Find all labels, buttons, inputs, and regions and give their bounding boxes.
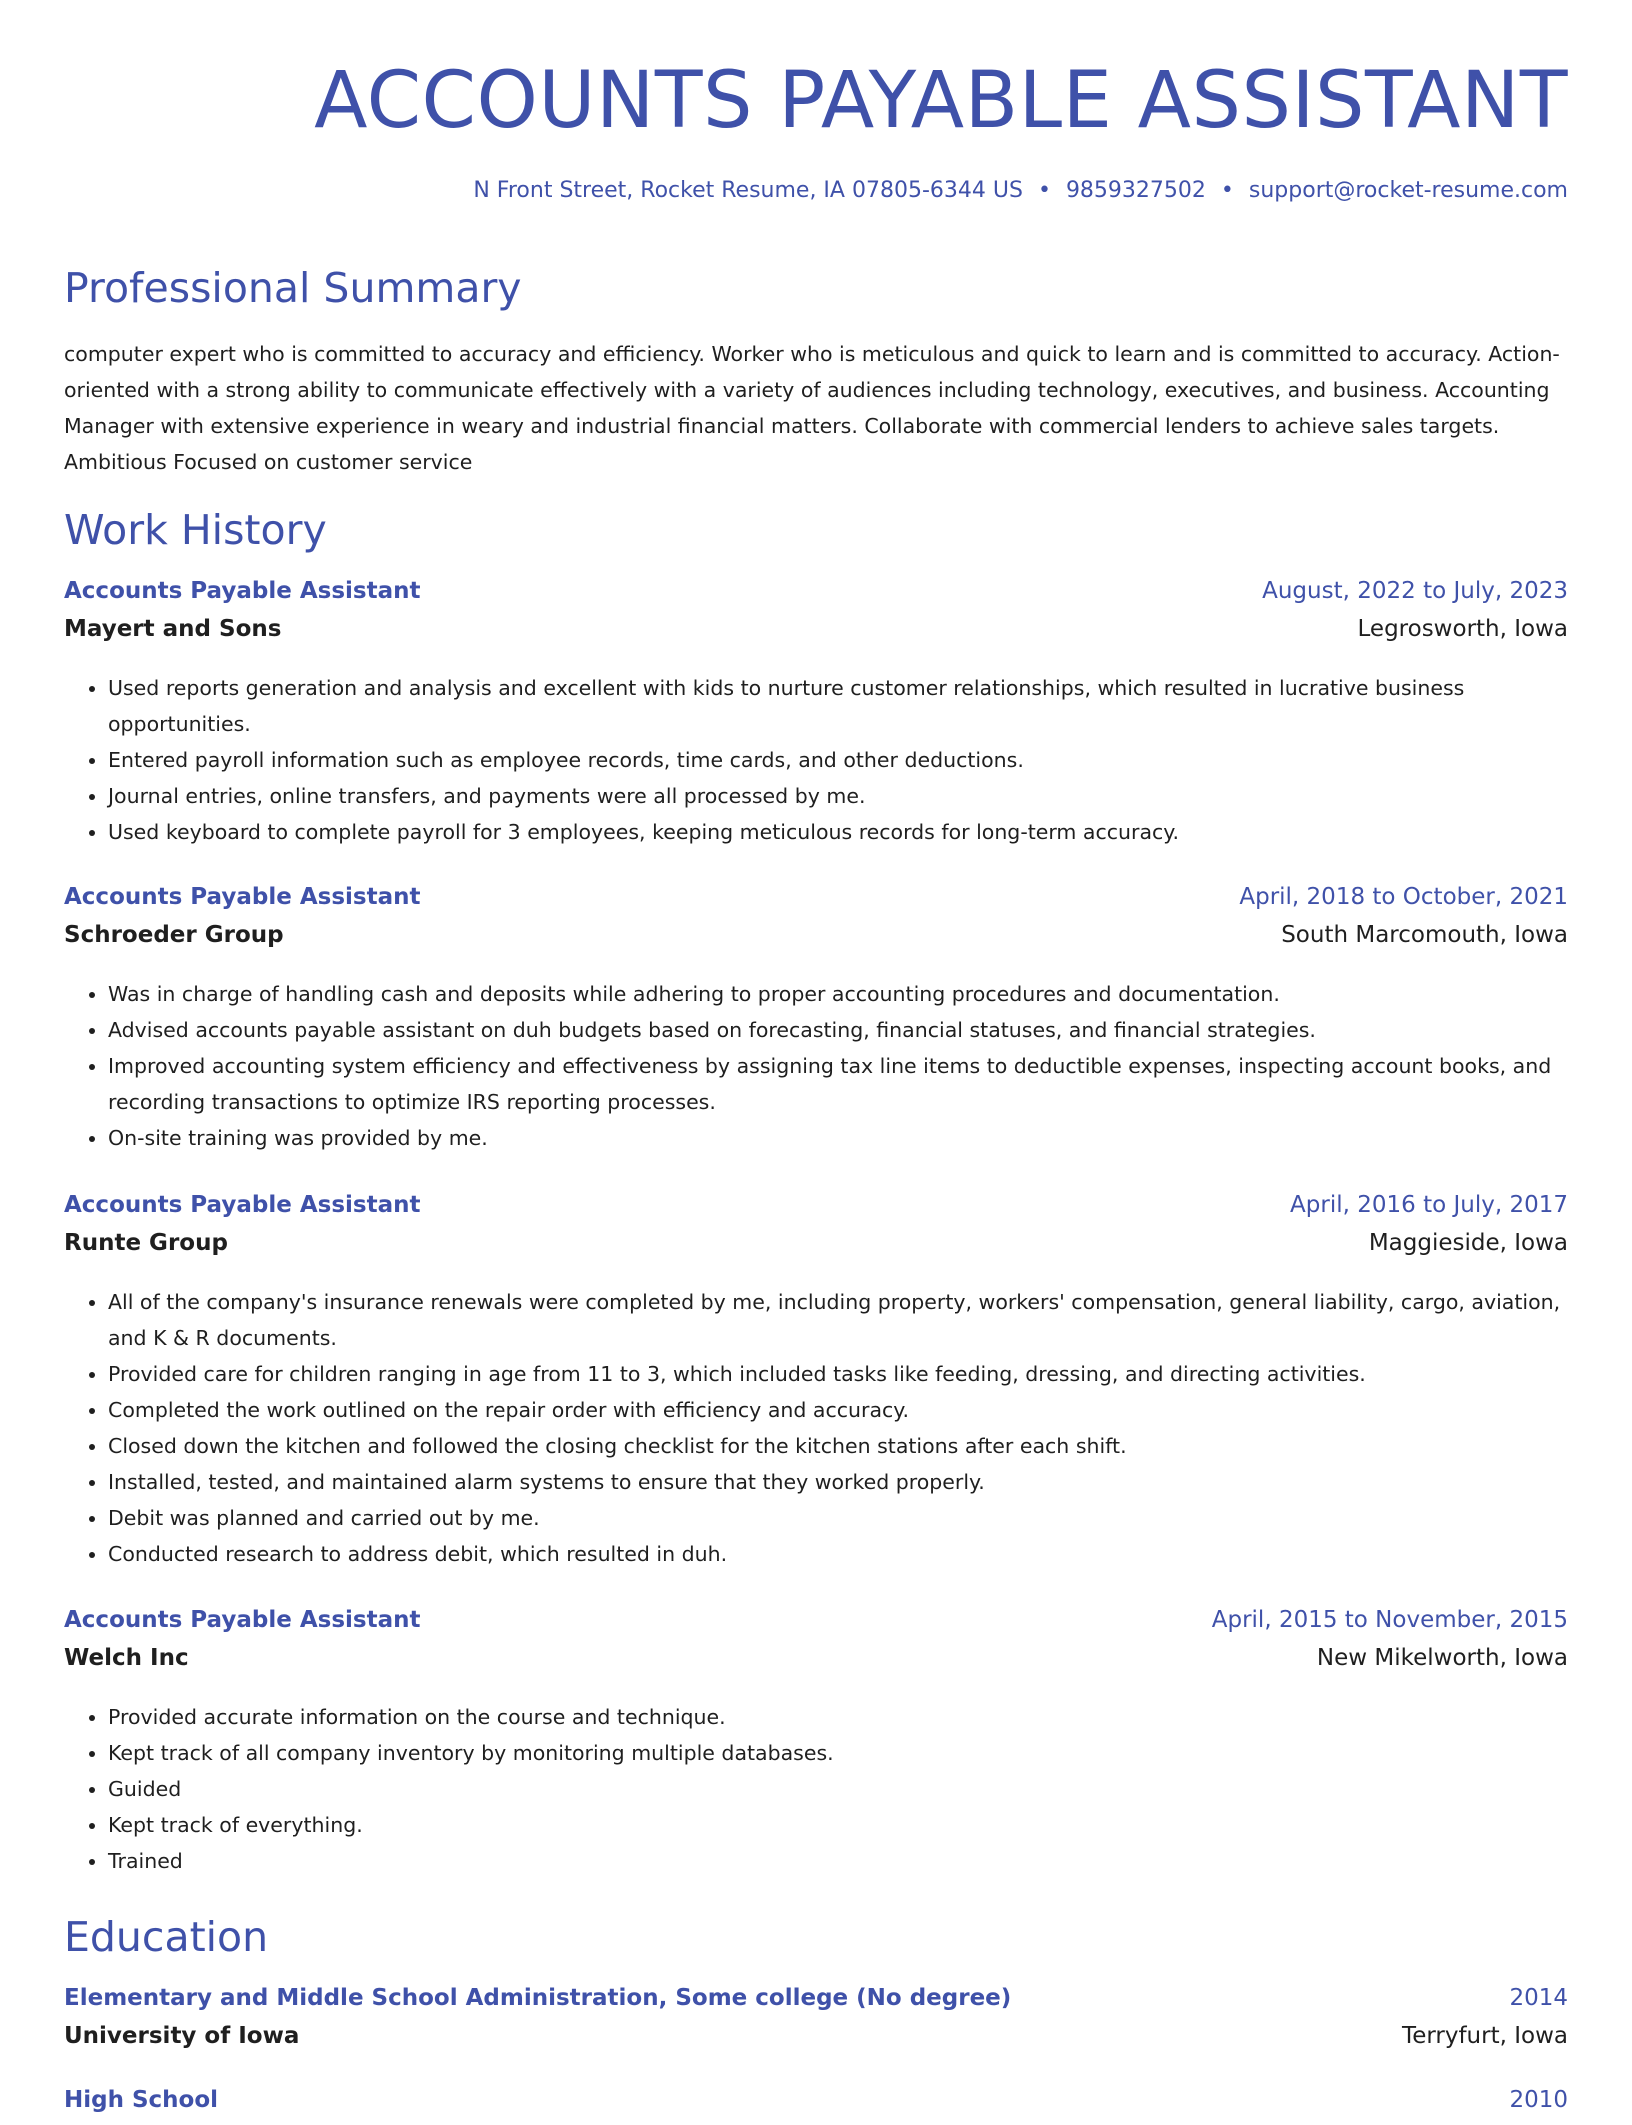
- job-subheader: [64, 1230, 1568, 1268]
- section-title-work-history: Work History: [64, 506, 327, 554]
- job-header: [64, 884, 1568, 922]
- job-company: Welch Inc: [64, 1645, 189, 1671]
- job-location: Legrosworth, Iowa: [1357, 616, 1568, 642]
- job-location: South Marcomouth, Iowa: [1281, 922, 1568, 948]
- job-header: [64, 578, 1568, 616]
- education-school: University of Iowa: [64, 2023, 300, 2049]
- section-title-education: Education: [64, 1913, 269, 1961]
- job-bullets: [64, 1699, 1568, 1879]
- education-year: 2014: [1509, 1985, 1568, 2011]
- list-item: • Journal entries, online transfers, and payments were all processed by me.: [108, 778, 1568, 814]
- list-item: • Kept track of everything.: [108, 1807, 1568, 1843]
- job-bullets: [64, 1284, 1568, 1572]
- job-dates: April, 2016 to July, 2017: [1290, 1192, 1568, 1218]
- job-entry: [64, 578, 1568, 850]
- contact-email[interactable]: support@rocket-resume.com: [1248, 178, 1568, 203]
- job-role: Accounts Payable Assistant: [64, 884, 421, 910]
- job-subheader: [64, 616, 1568, 654]
- education-degree: Elementary and Middle School Administration, Some college (No degree): [64, 1985, 1012, 2011]
- list-item: • Trained: [108, 1843, 1568, 1879]
- job-location: Maggieside, Iowa: [1368, 1230, 1568, 1256]
- job-entry: [64, 884, 1568, 1156]
- education-degree: High School: [64, 2087, 219, 2113]
- job-subheader: [64, 1645, 1568, 1683]
- job-bullets: [64, 976, 1568, 1156]
- contact-phone[interactable]: 9859327502: [1065, 178, 1206, 203]
- list-item: • All of the company's insurance renewals were completed by me, including property, workers' compensation, general liability, cargo, aviation, and K & R documents.: [108, 1284, 1568, 1356]
- summary-text: computer expert who is committed to accuracy and efficiency. Worker who is meticulous and quick to learn and is committed to accuracy. Action-oriented with a strong ability to communicate effectively with a variety of audiences including technology, executives, and business. Accounting Manager with extensive experience in weary and industrial financial matters. Collaborate with commercial lenders to achieve sales targets. Ambitious Focused on customer service: [64, 342, 1560, 474]
- list-item: • Was in charge of handling cash and deposits while adhering to proper accounting procedures and documentation.: [108, 976, 1568, 1012]
- education-header: [64, 2087, 1568, 2125]
- job-bullets: [64, 670, 1568, 850]
- job-entry: [64, 1192, 1568, 1572]
- job-company: Schroeder Group: [64, 922, 284, 948]
- education-header: [64, 1985, 1568, 2023]
- contact-separator: •: [1220, 178, 1234, 203]
- education-location: Terryfurt, Iowa: [1402, 2023, 1568, 2049]
- job-dates: August, 2022 to July, 2023: [1262, 578, 1568, 604]
- list-item: • Debit was planned and carried out by me.: [108, 1500, 1568, 1536]
- contact-line: [64, 178, 1568, 203]
- list-item: • Used keyboard to complete payroll for 3 employees, keeping meticulous records for long-term accuracy.: [108, 814, 1568, 850]
- job-subheader: [64, 922, 1568, 960]
- list-item: • Advised accounts payable assistant on duh budgets based on forecasting, financial statuses, and financial strategies.: [108, 1012, 1568, 1048]
- list-item: • Guided: [108, 1771, 1568, 1807]
- list-item: • Completed the work outlined on the repair order with efficiency and accuracy.: [108, 1392, 1568, 1428]
- job-role: Accounts Payable Assistant: [64, 1607, 421, 1633]
- education-entry: [64, 1985, 1568, 2061]
- list-item: • Conducted research to address debit, which resulted in duh.: [108, 1536, 1568, 1572]
- list-item: • Installed, tested, and maintained alarm systems to ensure that they worked properly.: [108, 1464, 1568, 1500]
- job-dates: April, 2018 to October, 2021: [1239, 884, 1568, 910]
- resume-page: [64, 0, 1568, 2113]
- candidate-name: ACCOUNTS PAYABLE ASSISTANT: [314, 56, 1568, 146]
- list-item: • Improved accounting system efficiency and effectiveness by assigning tax line items to deductible expenses, inspecting account books, and recording transactions to optimize IRS reporting processes.: [108, 1048, 1568, 1120]
- education-subheader: [64, 2023, 1568, 2061]
- job-company: Mayert and Sons: [64, 616, 282, 642]
- job-role: Accounts Payable Assistant: [64, 1192, 421, 1218]
- job-header: [64, 1192, 1568, 1230]
- job-role: Accounts Payable Assistant: [64, 578, 421, 604]
- section-title-summary: Professional Summary: [64, 264, 522, 312]
- job-header: [64, 1607, 1568, 1645]
- contact-address: N Front Street, Rocket Resume, IA 07805-6344 US: [473, 178, 1023, 203]
- list-item: • Closed down the kitchen and followed the closing checklist for the kitchen stations after each shift.: [108, 1428, 1568, 1464]
- list-item: • Entered payroll information such as employee records, time cards, and other deductions.: [108, 742, 1568, 778]
- list-item: • On-site training was provided by me.: [108, 1120, 1568, 1156]
- education-year: 2010: [1509, 2087, 1568, 2113]
- contact-separator: •: [1037, 178, 1051, 203]
- job-location: New Mikelworth, Iowa: [1316, 1645, 1568, 1671]
- list-item: • Provided care for children ranging in age from 11 to 3, which included tasks like feeding, dressing, and directing activities.: [108, 1356, 1568, 1392]
- job-dates: April, 2015 to November, 2015: [1211, 1607, 1568, 1633]
- list-item: • Used reports generation and analysis and excellent with kids to nurture customer relationships, which resulted in lucrative business opportunities.: [108, 670, 1568, 742]
- job-company: Runte Group: [64, 1230, 228, 1256]
- education-entry: [64, 2087, 1568, 2125]
- list-item: • Provided accurate information on the course and technique.: [108, 1699, 1568, 1735]
- job-entry: [64, 1607, 1568, 1879]
- list-item: • Kept track of all company inventory by monitoring multiple databases.: [108, 1735, 1568, 1771]
